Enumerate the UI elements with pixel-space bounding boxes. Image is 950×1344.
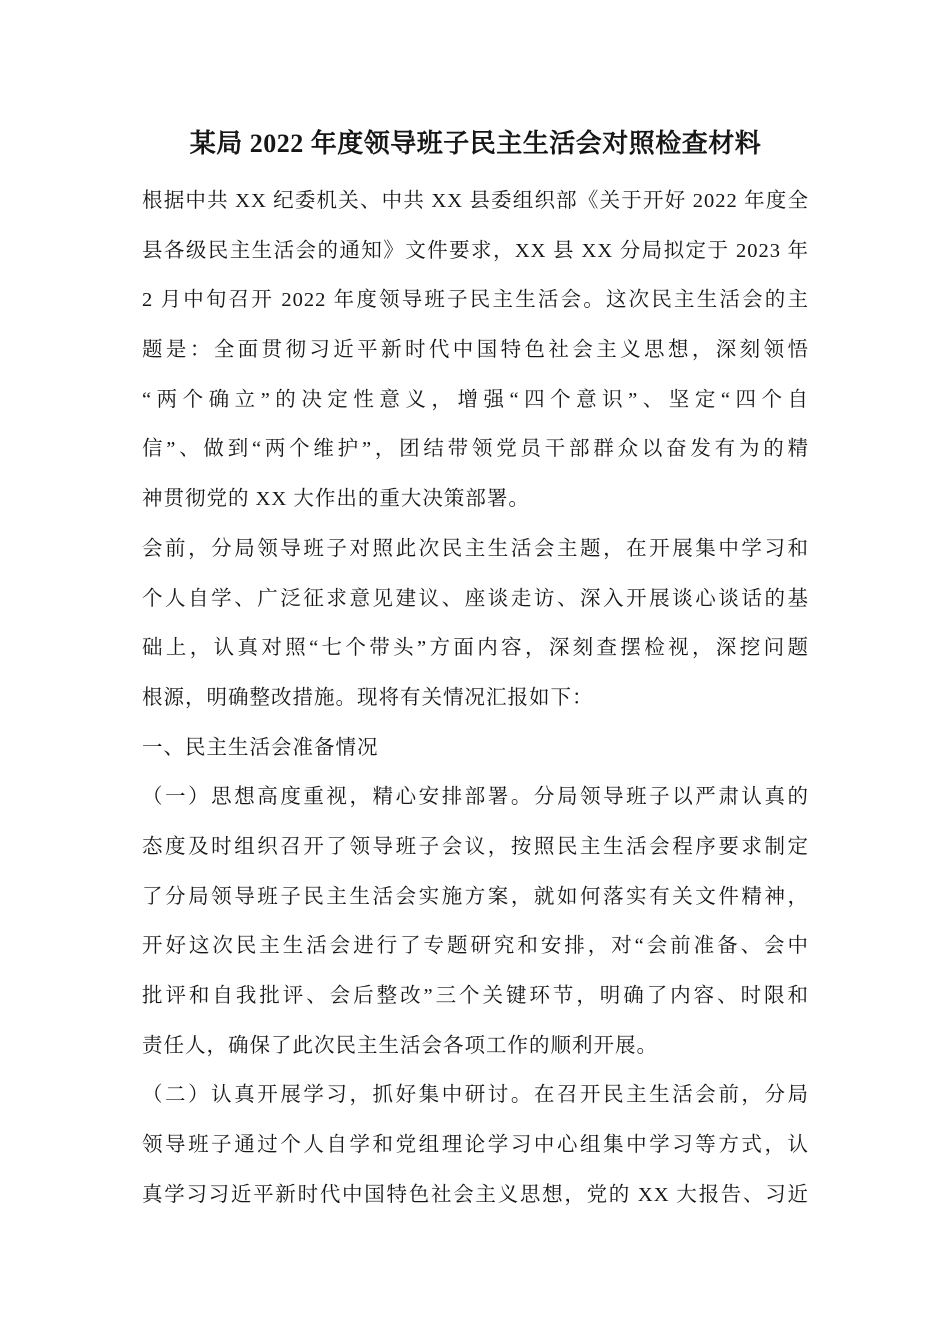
text-line: 根源，明确整改措施。现将有关情况汇报如下： [142,686,594,709]
text-line: 县各级民主生活会的通知》文件要求，XX 县 XX 分局拟定于 2023 年 [142,239,809,262]
document-body [142,118,809,1220]
text-line: 题是：全面贯彻习近平新时代中国特色社会主义思想，深刻领悟 [142,339,809,362]
text-line: 根据中共 XX 纪委机关、中共 XX 县委组织部《关于开好 2022 年度全 [142,190,809,212]
text-line: 个人自学、广泛征求意见建议、座谈走访、深入开展谈心谈话的基 [142,587,809,610]
text-line: 批评和自我批评、会后整改”三个关键环节，明确了内容、时限和 [142,985,809,1007]
text-line: 责任人，确保了此次民主生活会各项工作的顺利开展。 [142,1034,658,1057]
paragraph-intro [142,177,809,525]
text-line: 信”、做到“两个维护”，团结带领党员干部群众以奋发有为的精 [142,438,809,461]
text-line: 会前，分局领导班子对照此次民主生活会主题，在开展集中学习和 [142,537,809,560]
text-line: 真学习习近平新时代中国特色社会主义思想，党的 XX 大报告、习近 [142,1183,809,1206]
paragraph-subsection-2 [142,1071,809,1220]
text-line: 2 月中旬召开 2022 年度领导班子民主生活会。这次民主生活会的主 [142,289,809,312]
text-line: 础上，认真对照“七个带头”方面内容，深刻查摆检视，深挖问题 [142,637,809,660]
paragraph-subsection-1 [142,773,809,1071]
text-line: 一、民主生活会准备情况 [142,736,379,759]
text-line: 开好这次民主生活会进行了专题研究和安排，对“会前准备、会中 [142,935,809,958]
text-line: 领导班子通过个人自学和党组理论学习中心组集中学习等方式，认 [142,1134,809,1157]
document-title: 某局 2022 年度领导班子民主生活会对照检查材料 [189,129,762,158]
text-line: 了分局领导班子民主生活会实施方案，就如何落实有关文件精神， [142,885,809,908]
text-line: “两个确立”的决定性意义，增强“四个意识”、坚定“四个自 [142,388,809,411]
text-line: 神贯彻党的 XX 大作出的重大决策部署。 [142,488,530,511]
text-line: （二）认真开展学习，抓好集中研讨。在召开民主生活会前，分局 [142,1084,809,1107]
text-line: 态度及时组织召开了领导班子会议，按照民主生活会程序要求制定 [142,835,809,858]
section-heading-1 [142,724,809,774]
paragraph-preparation-summary [142,525,809,724]
text-line: （一）思想高度重视，精心安排部署。分局领导班子以严肃认真的 [142,786,809,809]
